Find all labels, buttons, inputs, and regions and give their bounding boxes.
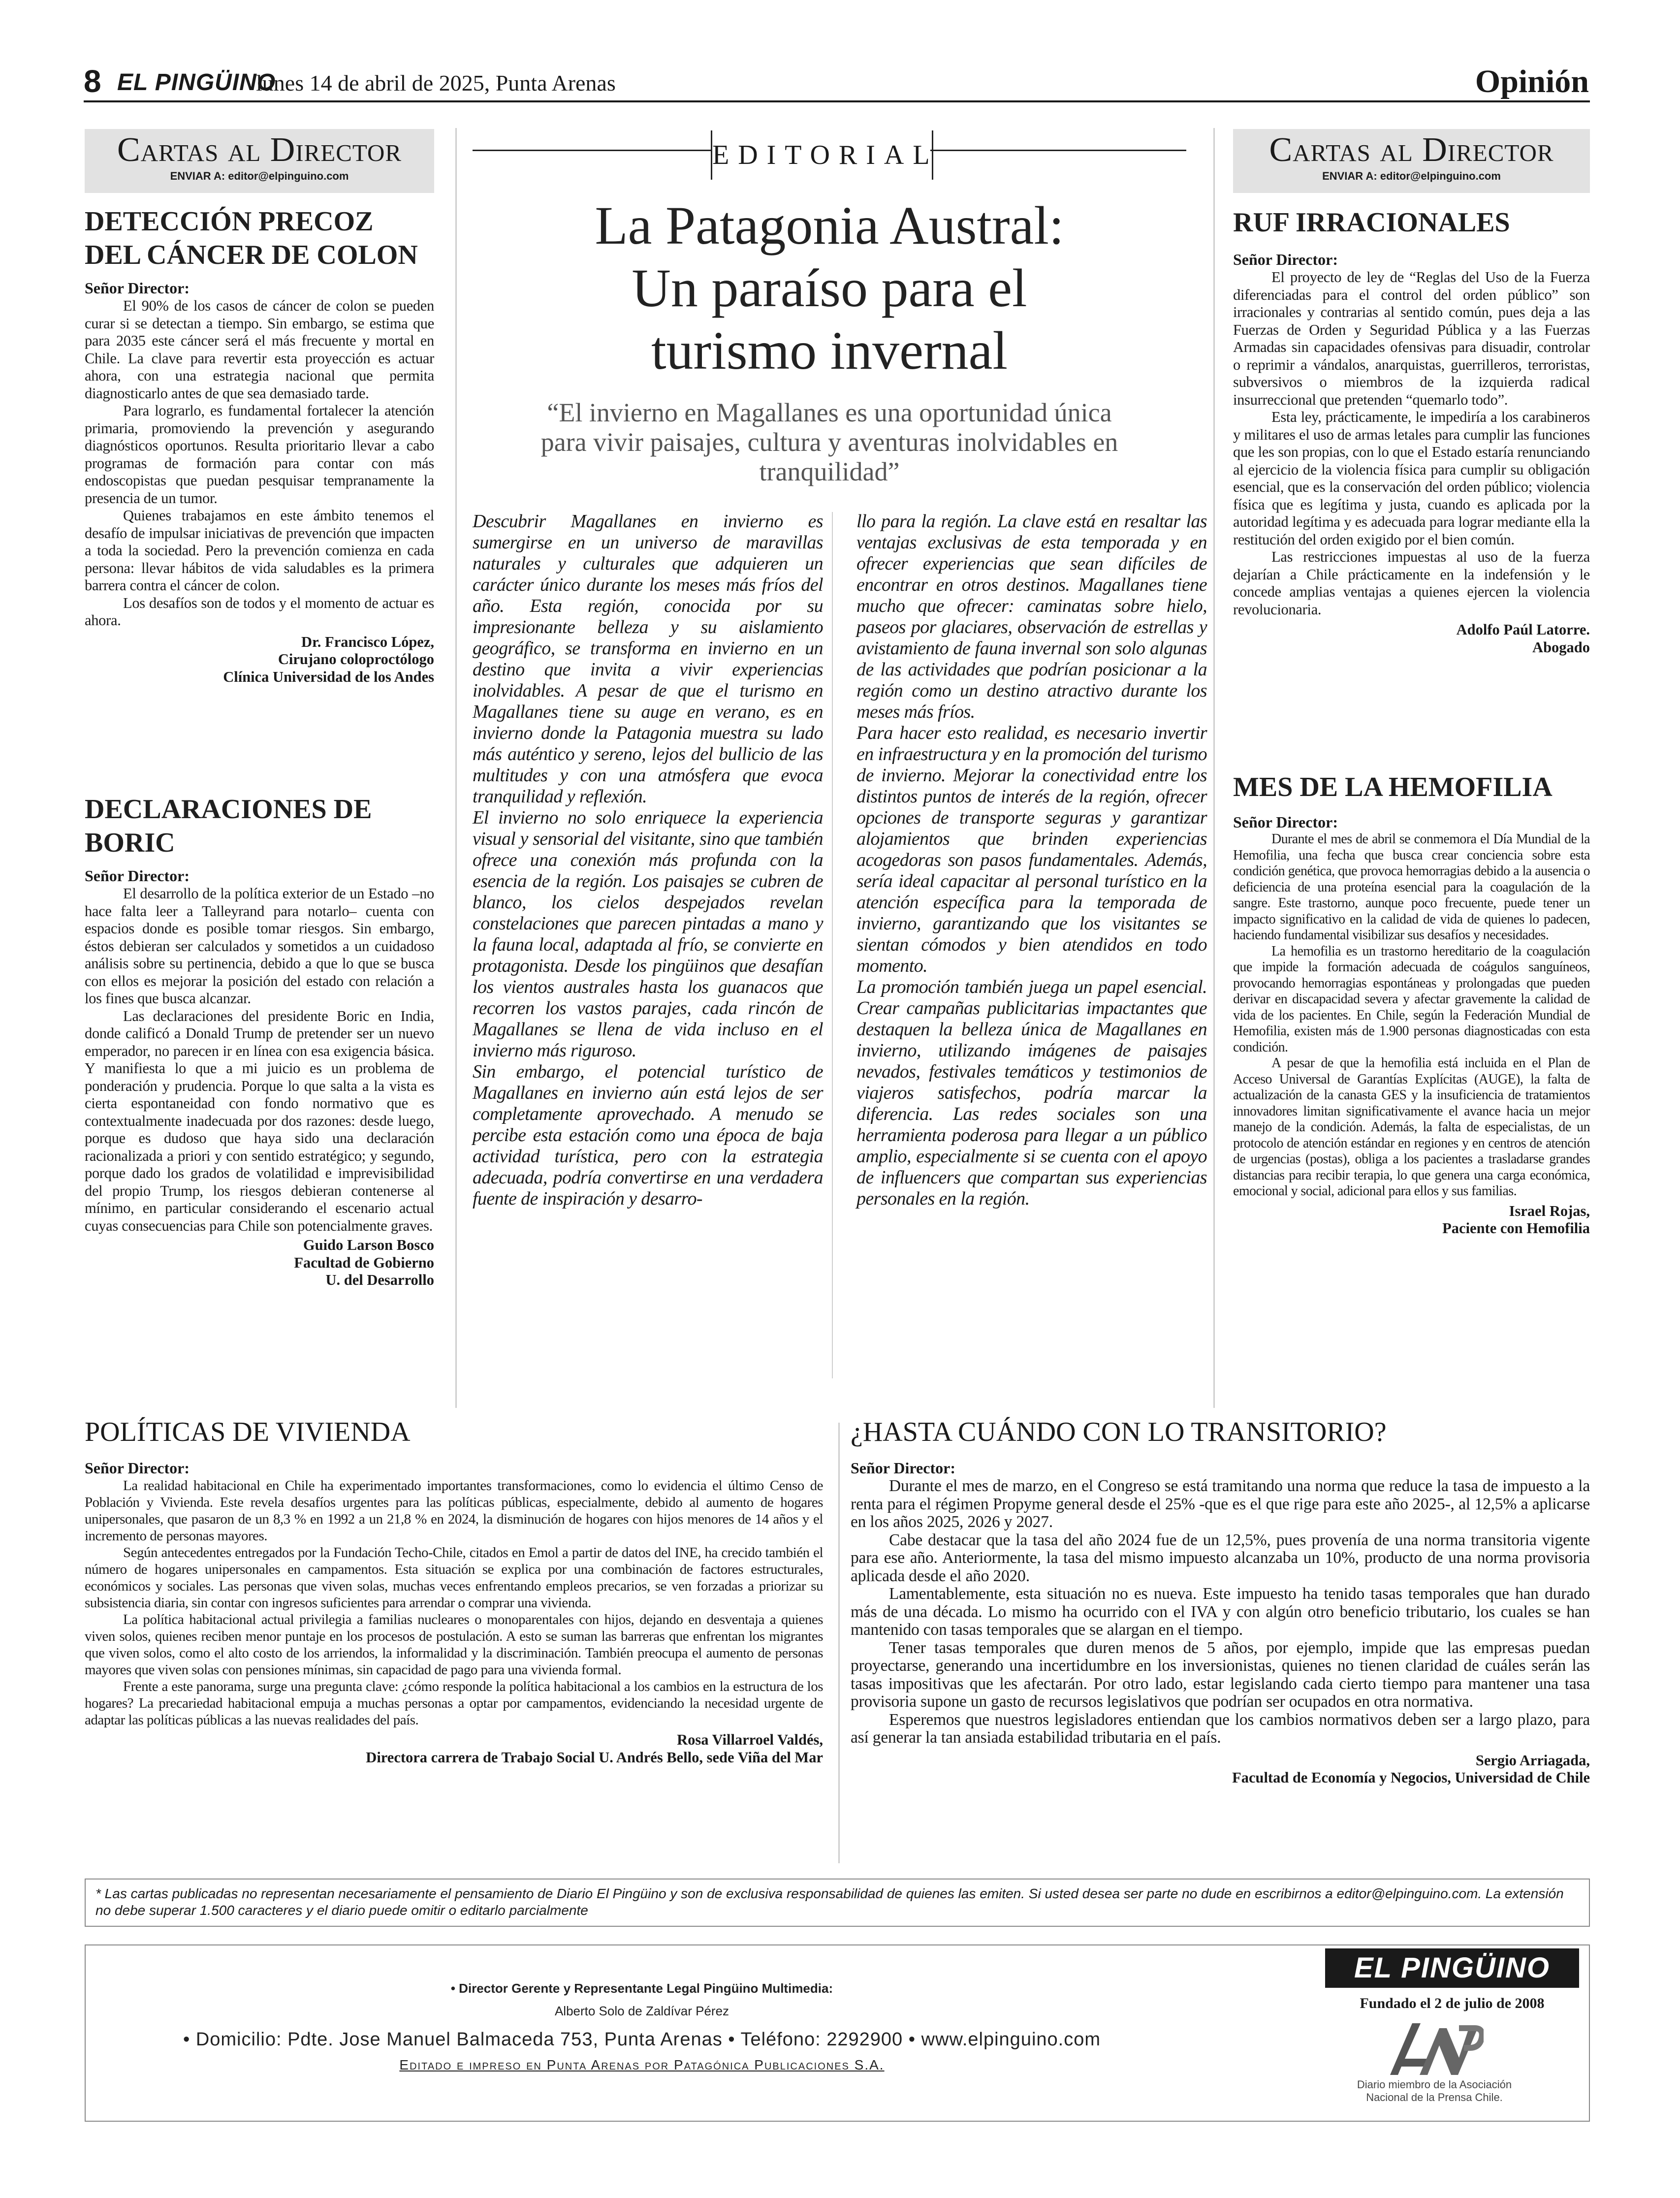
letter-paragraph: Tener tasas temporales que duren menos de 5 años, por ejemplo, impide que las empresas puedan proyectarse, generando una incertidumbre en los inversionistas, quienes no tienen claridad de cuáles serán las tasas impositivas que les afectarán. Por otro lado, estar legislando cada cierto tiempo para mantener una tasa provisoria supone un gasto de recursos legislativos que podrían ser ocupados en otra normativa. <box>851 1638 1590 1711</box>
letters-box-email: ENVIAR A: editor@elpinguino.com <box>170 170 349 182</box>
editorial-headline-line: turismo invernal <box>651 320 1008 381</box>
letter-signature-role: Facultad de Economía y Negocios, Universidad de Chile <box>1232 1769 1590 1786</box>
letter-heading: ¿HASTA CUÁNDO CON LO TRANSITORIO? <box>851 1417 1387 1447</box>
letter-heading: RUF IRRACIONALES <box>1233 207 1510 238</box>
letter-salutation: Señor Director: <box>1233 251 1338 268</box>
editorial-paragraph: La promoción también juega un papel esencial. Crear campañas publicitarias impactantes que destaquen la belleza única de Magallanes en invierno, utilizando imágenes de paisajes nevados, festivales temáticos y testimonios de viajeros satisfechos, podría marcar la diferencia. Las redes sociales son una herramienta poderosa para llegar a un público amplio, especialmente si se cuenta con el apoyo de influencers que compartan sus experiencias personales en la región. <box>856 977 1207 1209</box>
editorial-headline-line: Un paraíso para el <box>632 258 1027 318</box>
editorial-paragraph: Sin embargo, el potencial turístico de Magallanes en invierno aún está lejos de ser completamente aprovechado. A menudo se percibe esta estación como una época de baja actividad turística, pero con la estrategia adecuada, podría convertirse en una verdadera fuente de inspiración y desarro- <box>473 1061 823 1209</box>
letter-ruf <box>1233 206 1590 656</box>
letter-paragraph: Las declaraciones del presidente Boric en India, donde calificó a Donald Trump de pretender ser un nuevo emperador, no parecen ir en línea con esa exigencia básica. Y manifiesta lo que a mi juicio es un problema de ponderación y prudencia. Porque lo que salta a la vista es cierta espontaneidad con fondo normativo que es contextualmente inadecuada por dos razones: desde luego, porque es dudoso que haya sido una declaración racionalizada a priori y con sentido estratégico; y segundo, porque dado los grados de volatilidad e imprevisibilidad del propio Trump, los riesgos debieran contenerse al mínimo, en particular considerando el escenario actual cuyas consecuencias para Chile son potencialmente graves. <box>85 1007 434 1234</box>
editorial-headline <box>473 194 1186 382</box>
anp-caption <box>1346 2078 1523 2104</box>
letter-heading: DECLARACIONES DE BORIC <box>85 794 372 858</box>
anp-logo-icon <box>1385 2018 1484 2077</box>
letter-paragraph: Para lograrlo, es fundamental fortalecer la atención primaria, promoviendo la prevención y asegurando diagnósticos oportunos. Resulta prioritario llevar a cabo programas de formación para contar con más endoscopistas que puedan pesquisar tempranamente la presencia de un tumor. <box>85 402 434 507</box>
letters-box-left <box>85 129 434 193</box>
editorial-headline-line: La Patagonia Austral: <box>595 195 1064 255</box>
page-number: 8 <box>84 64 101 99</box>
letter-signature-org: U. del Desarrollo <box>325 1272 434 1288</box>
letter-signature-name: Dr. Francisco López, <box>301 633 434 650</box>
letter-paragraph: A pesar de que la hemofilia está incluida en el Plan de Acceso Universal de Garantías Explícitas (AUGE), la falta de actualización de la canasta GES y la insuficiencia de tratamientos innovadores limitan significativamente el avance hacia un mejor manejo de la condición. Además, la falta de especialistas, de un protocolo de atención estándar en regiones y en centros de atención de urgencias (postas), obliga a los pacientes a trasladarse grandes distancias para recibir terapia, lo que genera una carga económica, emocional y social, adicional para ellos y sus familias. <box>1233 1055 1590 1199</box>
issue-date: lunes 14 de abril de 2025, Punta Arenas <box>256 70 616 96</box>
section-title: Opinión <box>1475 64 1589 99</box>
letter-paragraph: El desarrollo de la política exterior de un Estado –no hace falta leer a Talleyrand para notarlo– cuenta con espacios donde es posible tomar riesgos. Sin embargo, éstos debieran ser calculados y sometidos a un cuidadoso análisis sobre su pertinencia, debido a que lo que se busca con ellos es mejorar la posición del estado con relación a los fines que busca alcanzar. <box>85 885 434 1007</box>
letter-signature-role: Abogado <box>1532 638 1590 656</box>
letter-paragraph: Frente a este panorama, surge una pregunta clave: ¿cómo responde la política habitacional a los cambios en la estructura de los hogares? La precariedad habitacional empuja a muchas personas a optar por campamentos, evidenciando la necesidad urgente de adaptar las políticas públicas a las nuevas realidades del país. <box>85 1679 823 1728</box>
letter-salutation: Señor Director: <box>85 1459 190 1477</box>
letter-paragraph: La hemofilia es un trastorno hereditario de la coagulación que impide la formación adecuada de coágulos sanguíneos, provocando hemorragias espontáneas y prolongadas que pueden derivar en discapacidad severa y afectar gravemente la calidad de vida de los pacientes. En Chile, según la Federación Mundial de Hemofilia, existen más de 1.900 personas diagnosticadas con esta condición. <box>1233 943 1590 1055</box>
letters-box-title: Cartas al Director <box>1269 131 1554 169</box>
publisher-info-box <box>85 1944 1590 2122</box>
editorial-pull-quote <box>473 398 1186 486</box>
letter-paragraph: Durante el mes de abril se conmemora el Día Mundial de la Hemofilia, una fecha que busca crear conciencia sobre esta condición genética, que provoca hemorragias debido a la ausencia o deficiencia de una proteína esencial para la coagulación de la sangre. Este trastorno, aunque poco frecuente, puede tener un impacto significativo en la calidad de vida de quienes lo padecen, haciendo fundamental visibilizar sus desafíos y necesidades. <box>1233 831 1590 943</box>
anp-caption-line: Diario miembro de la Asociación <box>1357 2078 1512 2091</box>
editorial-column-1 <box>473 511 823 1210</box>
director-label: • Director Gerente y Representante Legal Pingüino Multimedia: <box>450 1981 833 1996</box>
letter-signature-role: Directora carrera de Trabajo Social U. Andrés Bello, sede Viña del Mar <box>366 1749 823 1766</box>
editorial-paragraph: llo para la región. La clave está en resaltar las ventajas exclusivas de esta temporada y en ofrecer experiencias que sean difíciles de encontrar en otros destinos. Magallanes tiene mucho que ofrecer: caminatas sobre hielo, paseos por glaciares, observación de estrellas y avistamiento de fauna invernal son solo algunas de las actividades que podrían posicionar a la región como un destino atractivo durante los meses más fríos. <box>856 511 1207 722</box>
letter-salutation: Señor Director: <box>1233 813 1338 831</box>
editorial-label-box <box>711 130 939 180</box>
letters-box-title: Cartas al Director <box>117 131 402 169</box>
letter-signature-name: Guido Larson Bosco <box>303 1237 434 1253</box>
editorial-rule-right <box>930 150 1186 151</box>
pull-quote-line: para vivir paisajes, cultura y aventuras inolvidables en <box>540 427 1118 457</box>
letter-colon-cancer <box>85 205 434 686</box>
letter-signature-name: Rosa Villarroel Valdés, <box>677 1731 823 1748</box>
letter-paragraph: Esperemos que nuestros legisladores entiendan que los cambios normativos deben ser a largo plazo, para así generar la tan ansiada estabilidad tributaria en el país. <box>851 1710 1590 1747</box>
editorial-column-2 <box>856 511 1207 1210</box>
column-divider-right <box>1213 128 1215 1408</box>
letter-heading: POLÍTICAS DE VIVIENDA <box>85 1417 411 1447</box>
letter-signature-name: Israel Rojas, <box>1509 1202 1590 1219</box>
printer-credit: Editado e impreso en Punta Arenas por Patagónica Publicaciones S.A. <box>399 2057 885 2072</box>
letter-signature-name: Adolfo Paúl Latorre. <box>1456 621 1590 638</box>
letter-paragraph: Cabe destacar que la tasa del año 2024 fue de un 12,5%, pues provenía de una norma transitoria vigente para ese año. Anteriormente, la tasa del mismo impuesto alcanzaba un 10%, producto de una norma provisoria aplicada desde el año 2020. <box>851 1530 1590 1585</box>
column-divider-left <box>455 128 457 1408</box>
letter-paragraph: La realidad habitacional en Chile ha experimentado importantes transformaciones, como lo evidencia el último Censo de Población y Vivienda. Este revela desafíos urgentes para las políticas públicas, especialmente, debido al aumento de hogares unipersonales, que pasaron de un 8,3 % en 1992 a un 21,8 % en 2024, la disminución de hogares con hijos menores de 14 años y el incremento de personas mayores. <box>85 1478 823 1544</box>
anp-caption-line: Nacional de la Prensa Chile. <box>1366 2091 1503 2103</box>
letter-signature-role: Cirujano coloproctólogo <box>278 651 434 668</box>
editorial-paragraph: El invierno no solo enriquece la experiencia visual y sensorial del visitante, sino que también ofrece una conexión más profunda con la esencia de la región. Los paisajes se cubren de blanco, los cielos despejados revelan constelaciones que parecen pintadas a mano y la fauna local, adaptada al frío, se convierte en protagonista. Desde los pingüinos que desafían los vientos australes hasta los guanacos que recorren los vastos parajes, cada rincón de Magallanes se llena de vida incluso en el invierno más riguroso. <box>473 807 823 1061</box>
letter-paragraph: Esta ley, prácticamente, le impediría a los carabineros y militares el uso de armas letales para cumplir las funciones que les son propias, con lo que el Estado estaría renunciando al ejercicio de la violencia física para cumplir su obligación esencial, que es la conservación del orden público; violencia física que es legítima y justa, cuando es aplicada por la autoridad legítima y es adecuada para lograr mediante ella la restitución del orden exigido por el bien común. <box>1233 409 1590 548</box>
editorial-paragraph: Para hacer esto realidad, es necesario invertir en infraestructura y en la promoción del turismo de invierno. Mejorar la conectividad entre los distintos puntos de interés de la región, ofrecer opciones de transporte seguras y garantizar alojamientos que brinden experiencias acogedoras son pasos fundamentales. Además, sería ideal capacitar al personal turístico en la atención específica para la temporada de invierno, garantizando que los visitantes se sientan cómodos y bien atendidos en todo momento. <box>856 723 1207 976</box>
masthead-brand: EL PINGÜINO <box>117 69 276 96</box>
letters-disclaimer: * Las cartas publicadas no representan necesariamente el pensamiento de Diario El Pingüino y son de exclusiva responsabilidad de quienes las emiten. Si usted desea ser parte no dude en escribirnos a editor@elpinguino.com. La extensión no debe superar 1.500 caracteres y el diario puede omitir o editarlo parcialmente <box>85 1879 1590 1927</box>
editorial-label: EDITORIAL <box>712 140 939 170</box>
letter-paragraph: Durante el mes de marzo, en el Congreso se está tramitando una norma que reduce la tasa de impuesto a la renta para el régimen Propyme general desde el 25% -que es el que rige para este año 2025-, al 12,5% a aplicarse en los años 2025, 2026 y 2027. <box>851 1477 1590 1531</box>
director-name: Alberto Solo de Zaldívar Pérez <box>554 2004 729 2018</box>
letter-hemofilia <box>1233 770 1590 1238</box>
letter-paragraph: Los desafíos son de todos y el momento de actuar es ahora. <box>85 594 434 629</box>
letter-transitorio <box>851 1415 1590 1787</box>
letter-paragraph: La política habitacional actual privilegia a familias nucleares o monoparentales con hijos, dejando en desventaja a quienes viven solos, quienes reciben menor puntaje en los procesos de postulación. A esto se suman las barreras que enfrentan los migrantes que viven solos, como el alto costo de los arriendos, la informalidad y la discriminación. También preocupa el aumento de personas mayores que viven solas con pensiones mínimas, sin capacidad de pago para una vivienda formal. <box>85 1612 823 1678</box>
letter-paragraph: Las restricciones impuestas al uso de la fuerza dejarían a Chile prácticamente en la indefensión y le concede amplias ventajas a quienes ejercen la violencia revolucionaria. <box>1233 548 1590 618</box>
letter-signature-org: Clínica Universidad de los Andes <box>223 668 434 685</box>
letters-box-right <box>1233 129 1590 193</box>
letter-paragraph: Según antecedentes entregados por la Fundación Techo-Chile, citados en Emol a partir de datos del INE, ha crecido también el número de hogares unipersonales en campamentos. Esta situación se explica por una combinación de factores estructurales, económicos y sociales. Las personas que viven solas, muchas veces enfrentando empleos precarios, se ven forzadas a priorizar su subsistencia diaria, sin contar con ingresos suficientes para arrendar o comprar una vivienda. <box>85 1545 823 1611</box>
letter-paragraph: El proyecto de ley de “Reglas del Uso de la Fuerza diferenciadas para el control del orden público” son irracionales y contrarias al sentido común, pues deja a las Fuerzas de Orden y Seguridad Pública y a las Fuerzas Armadas sin capacidades ofensivas para disuadir, controlar o reprimir a vándalos, anarquistas, guerrilleros, terroristas, subversivos o miembros de la izquierda radical insurreccional que pretenden “quemarlo todo”. <box>1233 269 1590 408</box>
pull-quote-line: “El invierno en Magallanes es una oportunidad única <box>547 398 1112 427</box>
letter-heading: MES DE LA HEMOFILIA <box>1233 772 1553 802</box>
editorial-rule-left <box>473 150 711 151</box>
editorial-column-divider <box>832 512 833 1378</box>
letter-heading: DETECCIÓN PRECOZ DEL CÁNCER DE COLON <box>85 206 418 270</box>
letter-paragraph: Quienes trabajamos en este ámbito tenemos el desafío de impulsar iniciativas de prevención que impacten a toda la sociedad. Pero la prevención comienza en cada persona: llevar hábitos de vida saludables es la primera barrera contra el cáncer de colon. <box>85 507 434 594</box>
letter-signature-role: Facultad de Gobierno <box>294 1254 434 1271</box>
letter-salutation: Señor Director: <box>851 1459 955 1477</box>
el-pinguino-logo: EL PINGÜINO <box>1325 1948 1579 1988</box>
letter-signature-name: Sergio Arriagada, <box>1475 1752 1590 1769</box>
pull-quote-line: tranquilidad” <box>759 457 900 486</box>
letter-paragraph: El 90% de los casos de cáncer de colon se pueden curar si se detectan a tiempo. Sin embargo, se estima que para 2035 este cáncer será el más frecuente y mortal en Chile. La clave para revertir esta proyección es actuar ahora, con una estrategia nacional que permita diagnosticarlo antes de que sea demasiado tarde. <box>85 297 434 402</box>
letter-boric <box>85 793 434 1289</box>
editorial-paragraph: Descubrir Magallanes en invierno es sumergirse en un universo de maravillas naturales y culturales que adquieren un carácter único durante los meses más fríos del año. Esta región, conocida por su impresionante belleza y su aislamiento geográfico, se transforma en invierno en un destino que invita a vivir experiencias inolvidables. A pesar de que el turismo en Magallanes tiene su auge en verano, es en invierno donde la Patagonia muestra su lado más auténtico y sereno, lejos del bullicio de las multitudes y con una atmósfera que evoca tranquilidad y reflexión. <box>473 511 823 807</box>
letter-signature-role: Paciente con Hemofilia <box>1442 1220 1590 1237</box>
header-rule <box>84 100 1590 102</box>
letters-box-email: ENVIAR A: editor@elpinguino.com <box>1322 170 1501 182</box>
column-divider-bottom <box>838 1423 840 1863</box>
letter-vivienda <box>85 1415 823 1766</box>
letter-salutation: Señor Director: <box>85 867 190 885</box>
letter-salutation: Señor Director: <box>85 279 190 297</box>
publisher-address: • Domicilio: Pdte. Jose Manuel Balmaceda 753, Punta Arenas • Teléfono: 2292900 • www.elpinguino.com <box>183 2029 1101 2050</box>
letter-paragraph: Lamentablemente, esta situación no es nueva. Este impuesto ha tenido tasas temporales que han durado más de una década. Lo mismo ha ocurrido con el IVA y con algún otro beneficio tributario, los cuales se han mantenido con tasas temporales que se alargan en el tiempo. <box>851 1585 1590 1639</box>
founded-date: Fundado el 2 de julio de 2008 <box>1360 1995 1545 2011</box>
